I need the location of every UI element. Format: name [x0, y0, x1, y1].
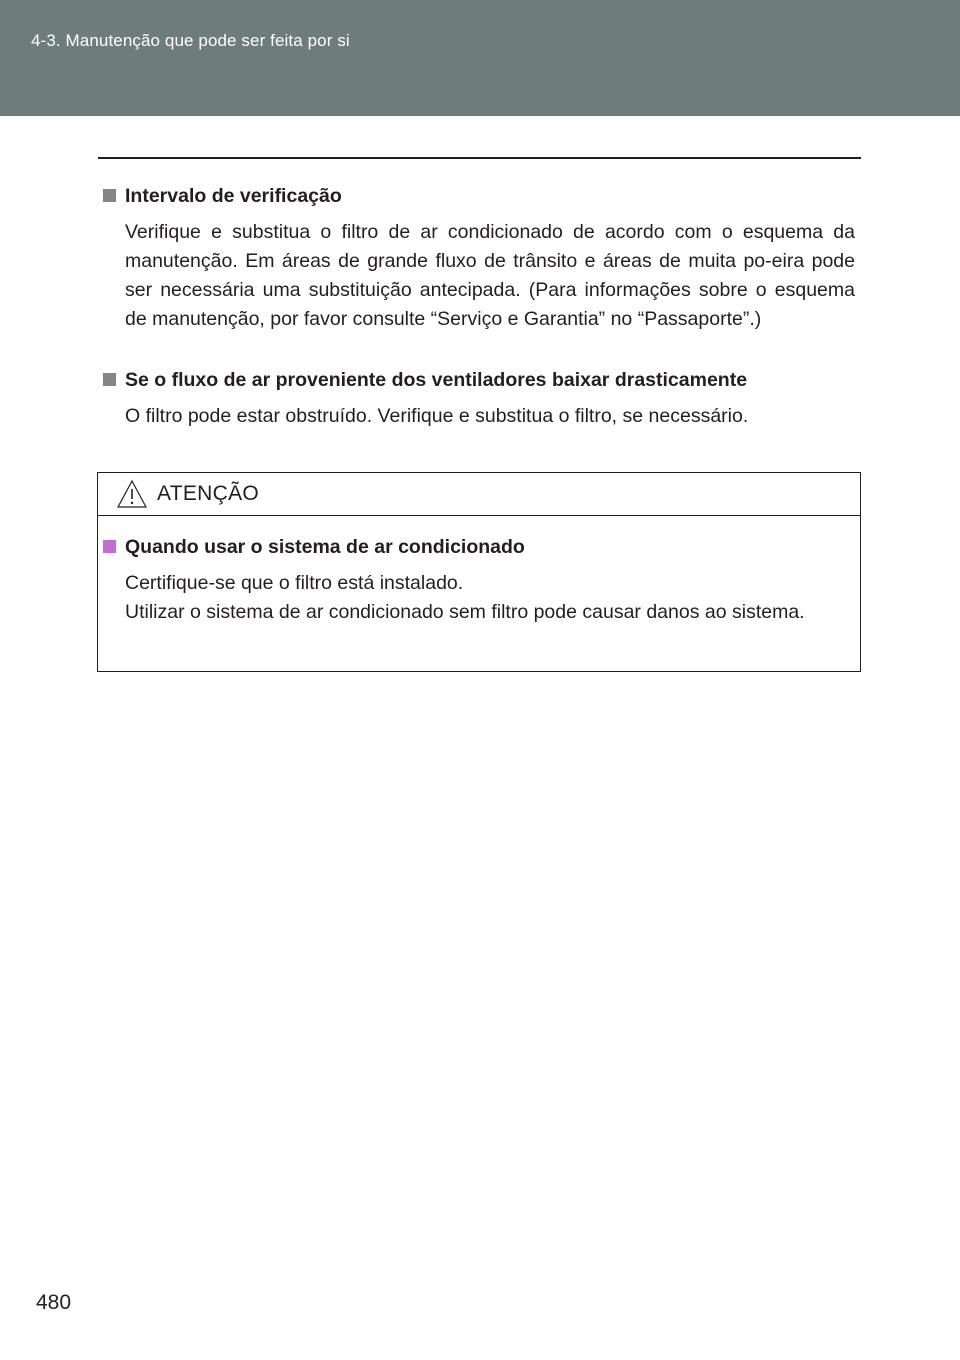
- section-body: Verifique e substitua o filtro de ar condicionado de acordo com o esquema da manutenção. Em áreas de grande fluxo de trânsito e áreas de muita po-eira pode ser necessária uma substituição antecipada. (Para informações sobre o esquema de manutenção, por favor consulte “Serviço e Garantia” no “Passaporte”.): [125, 221, 855, 330]
- square-bullet-icon: [103, 189, 116, 202]
- caution-header: [98, 473, 860, 516]
- section-title: Intervalo de verificação: [125, 185, 342, 207]
- section-body: [125, 569, 855, 627]
- caution-line: Certifique-se que o filtro está instalado.: [125, 572, 464, 594]
- chapter-title: 4-3. Manutenção que pode ser feita por si: [31, 31, 350, 50]
- caution-label: ATENÇÃO: [157, 482, 260, 505]
- section-airflow-drop: [103, 368, 855, 431]
- section-check-interval: [103, 184, 855, 334]
- section-heading: [103, 184, 855, 208]
- caution-section: [103, 535, 855, 627]
- section-heading: [103, 535, 855, 559]
- caution-box: [97, 472, 861, 672]
- square-bullet-icon: [103, 540, 116, 553]
- section-body: O filtro pode estar obstruído. Verifique e substitua o filtro, se necessário.: [125, 405, 749, 427]
- section-heading: [103, 368, 855, 392]
- warning-triangle-icon: [116, 479, 148, 509]
- section-title: Quando usar o sistema de ar condicionado: [125, 536, 525, 558]
- page-number: 480: [36, 1291, 72, 1314]
- square-bullet-icon: [103, 373, 116, 386]
- header-band: [0, 0, 960, 116]
- caution-line: Utilizar o sistema de ar condicionado sem filtro pode causar danos ao sistema.: [125, 601, 805, 623]
- section-title: Se o fluxo de ar proveniente dos ventiladores baixar drasticamente: [125, 369, 748, 391]
- top-divider: [98, 157, 861, 159]
